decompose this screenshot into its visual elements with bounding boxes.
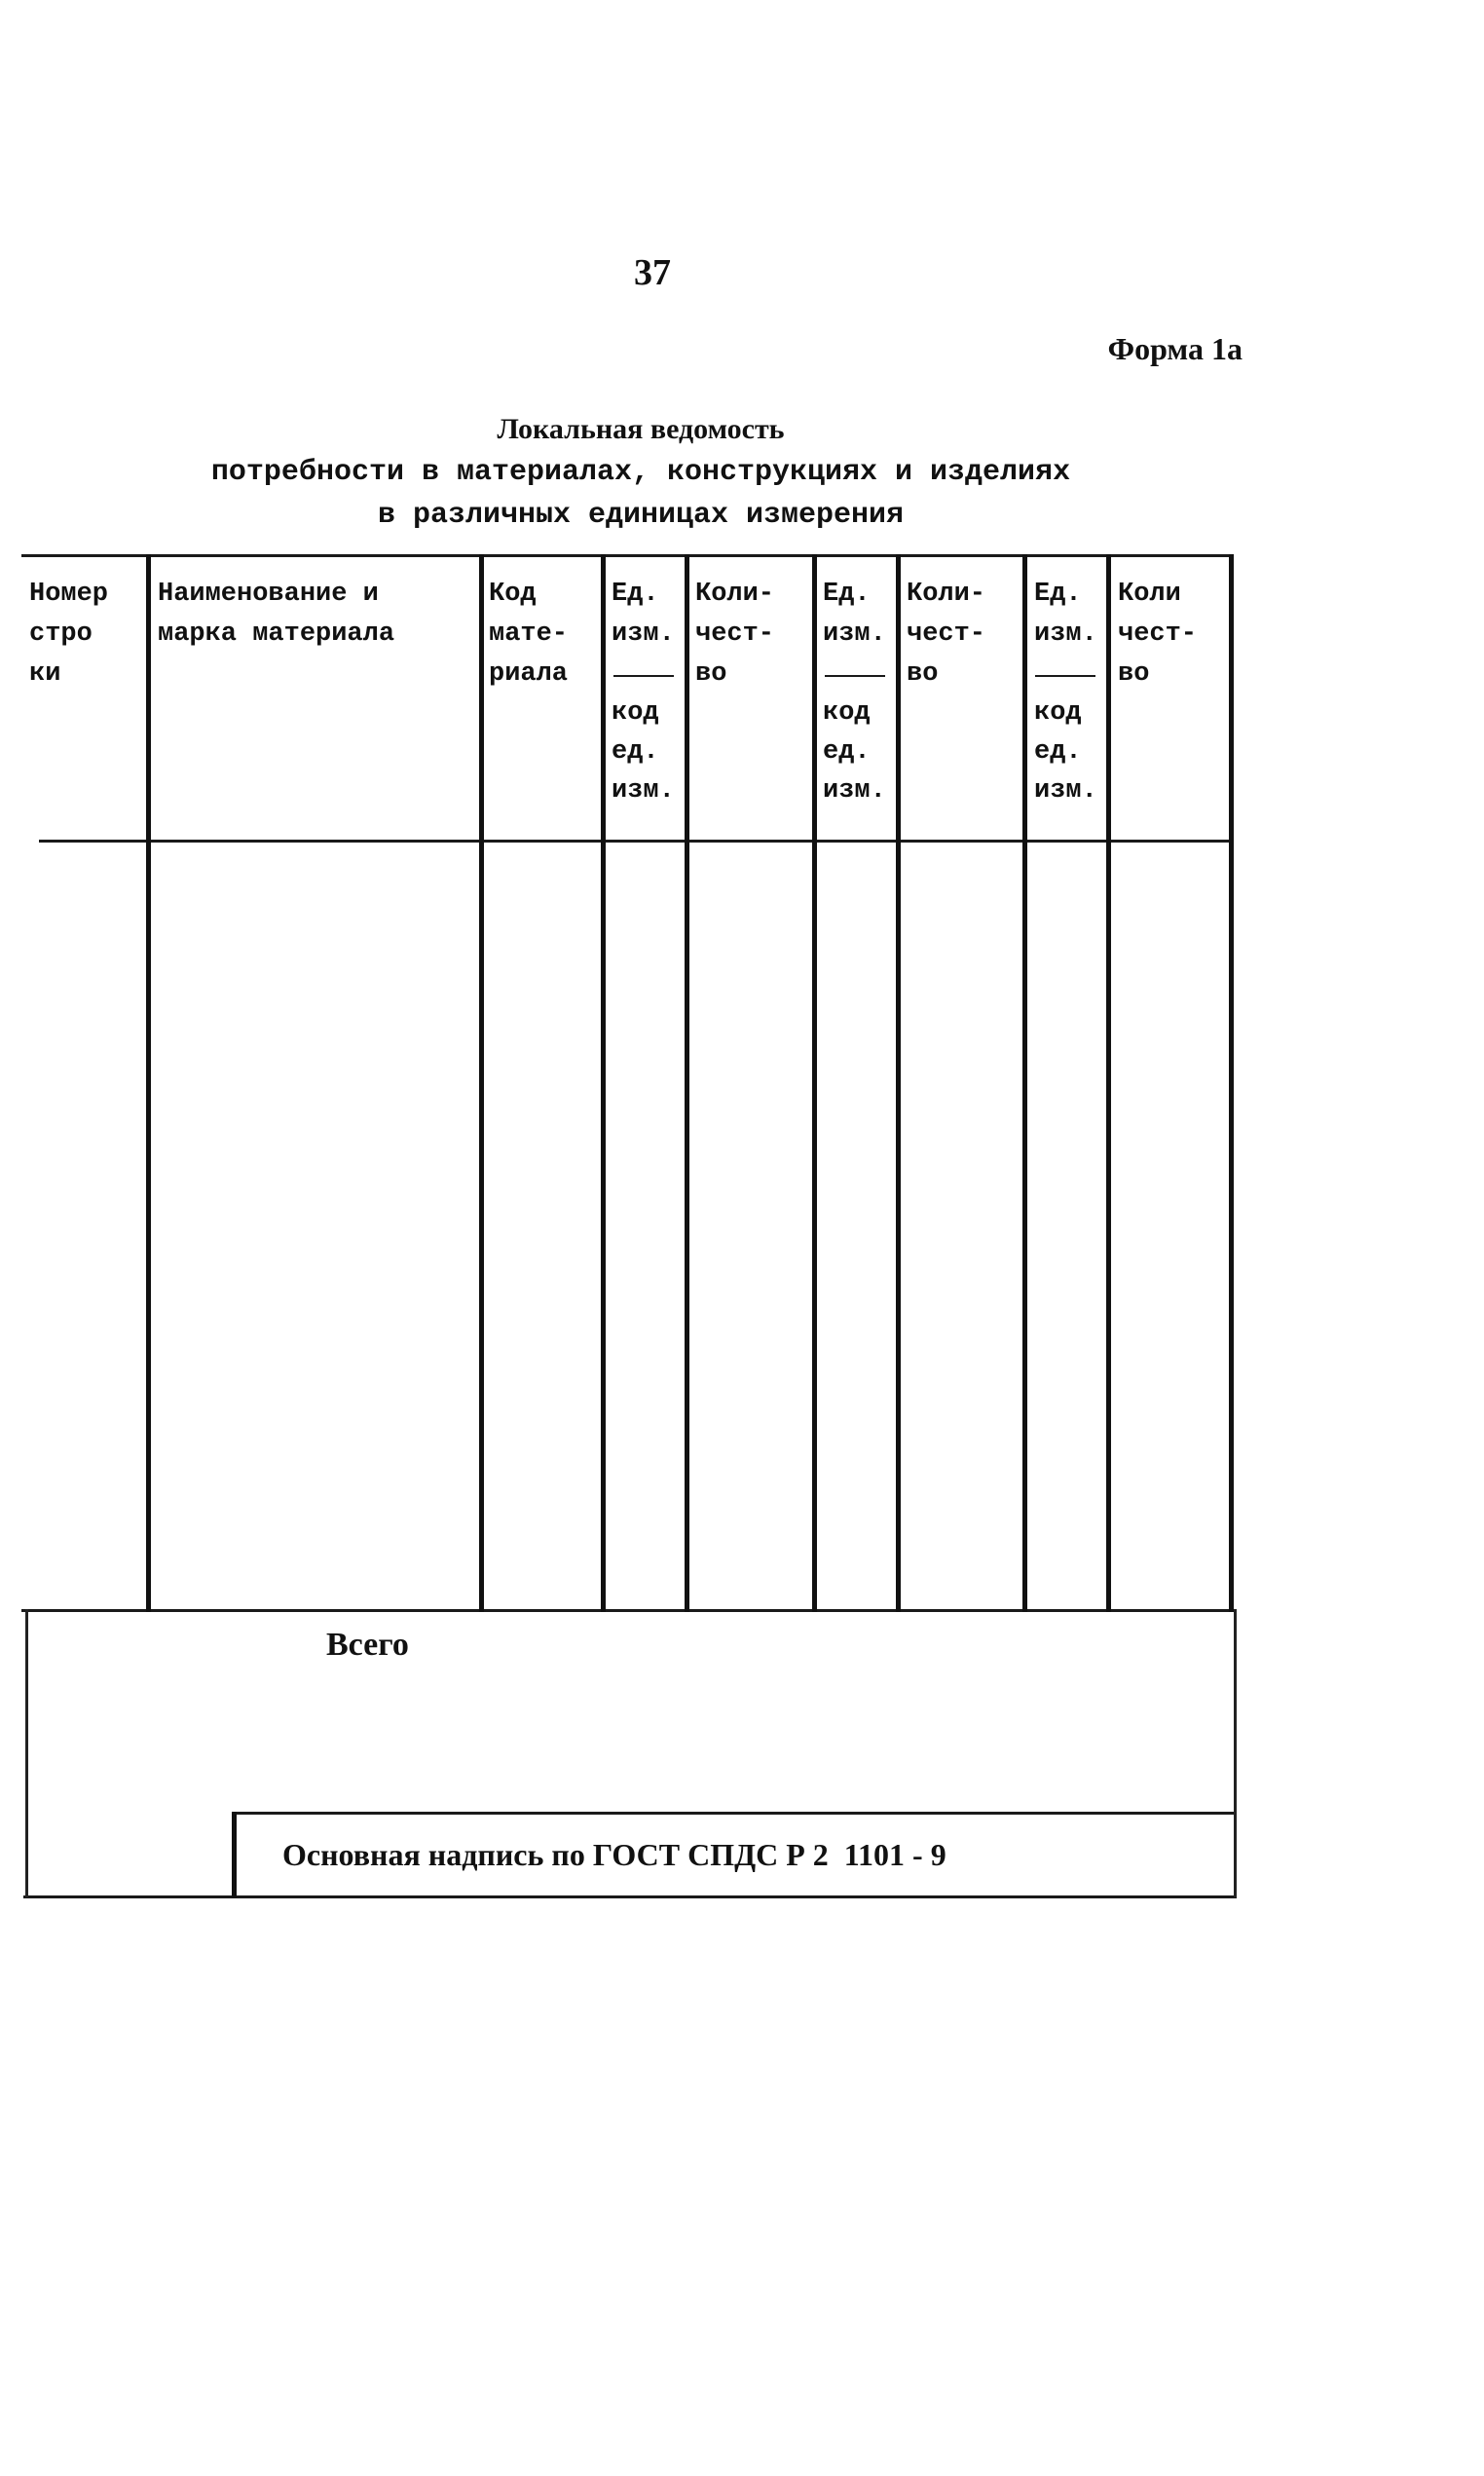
header-quantity-3: Коли чест- во [1118, 580, 1198, 689]
header-unit-2: Ед. изм. [823, 580, 886, 649]
header-material-code: Код мате- риала [489, 580, 569, 689]
header-quantity-1: Коли- чест- во [695, 580, 775, 689]
header-unit-code-3: код ед. изм. [1034, 698, 1097, 806]
column-divider-5 [812, 554, 817, 1612]
header-material-name: Наименование и марка материала [158, 580, 395, 649]
stamp-left-border [232, 1812, 237, 1897]
column-divider-3 [601, 554, 606, 1612]
unit-divider-1 [613, 675, 674, 677]
header-unit-3: Ед. изм. [1034, 580, 1097, 649]
unit-divider-2 [825, 675, 885, 677]
column-divider-1 [146, 554, 151, 1612]
page-number: 37 [634, 252, 671, 293]
total-right-border [1234, 1609, 1237, 1897]
body-bottom-border [21, 1609, 1237, 1612]
header-unit-code-1: код ед. изм. [612, 698, 675, 806]
table-bottom-border [23, 1895, 1237, 1898]
column-divider-7 [1022, 554, 1027, 1612]
title-block-stamp: Основная надпись по ГОСТ СПДС Р 2 1101 - 9 [282, 1837, 946, 1872]
document-title-line-3: в различных единицах измерения [377, 499, 905, 532]
unit-divider-3 [1035, 675, 1095, 677]
header-quantity-2: Коли- чест- во [907, 580, 986, 689]
header-unit-1: Ед. изм. [612, 580, 675, 649]
stamp-top-border [232, 1812, 1237, 1815]
column-divider-6 [896, 554, 901, 1612]
document-title-line-1: Локальная ведомость [497, 413, 785, 445]
form-label: Форма 1а [1107, 331, 1243, 366]
table-right-border [1229, 554, 1234, 1612]
total-left-border [25, 1609, 28, 1897]
total-label: Всего [326, 1627, 409, 1663]
header-bottom-border [39, 840, 1229, 843]
column-divider-2 [479, 554, 484, 1612]
header-unit-code-2: код ед. изм. [823, 698, 886, 806]
header-row-number: Номер стро ки [29, 580, 109, 689]
table-top-border [21, 554, 1229, 557]
document-title-line-2: потребности в материалах, конструкциях и изделиях [210, 456, 1071, 489]
column-divider-4 [685, 554, 689, 1612]
column-divider-8 [1106, 554, 1111, 1612]
